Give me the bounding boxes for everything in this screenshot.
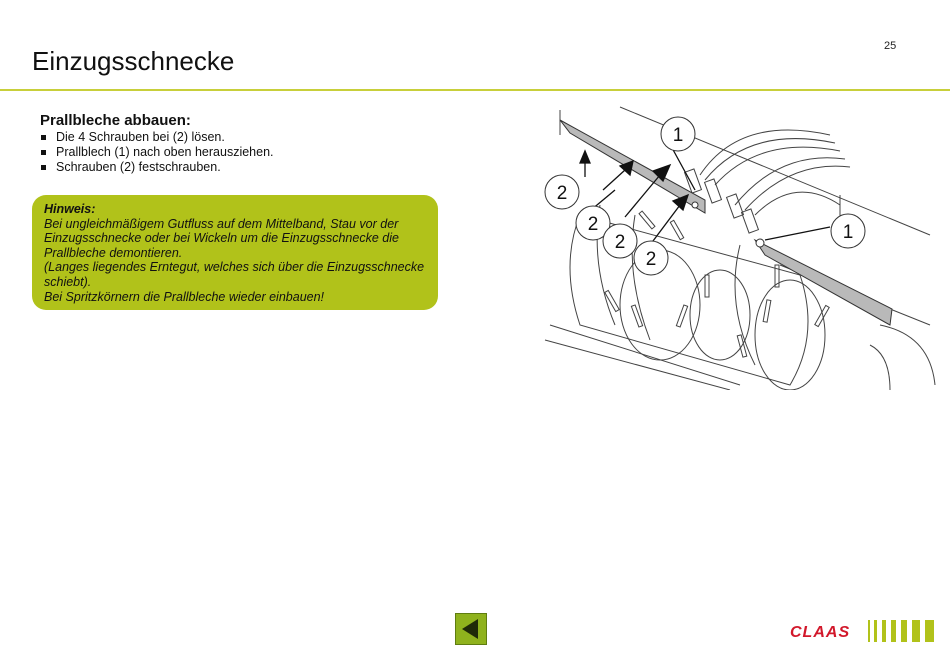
- step-list: [40, 130, 274, 175]
- note-box: [32, 195, 438, 310]
- callout-1-right: 1: [842, 222, 854, 243]
- callout-1-top: 1: [672, 125, 684, 146]
- note-line: Prallbleche demontieren.: [44, 245, 183, 260]
- page-title: Einzugsschnecke: [32, 46, 235, 76]
- callout-2-b: 2: [587, 214, 599, 235]
- page-number: 25: [884, 40, 897, 52]
- svg-text:CLAAS: CLAAS: [790, 624, 851, 641]
- claas-logo: [788, 618, 938, 644]
- section-heading: Prallbleche abbauen:: [40, 112, 191, 129]
- callout-2-d: 2: [645, 249, 657, 270]
- back-button[interactable]: [455, 613, 487, 645]
- step-item: Prallblech (1) nach oben herausziehen.: [40, 145, 274, 160]
- auger-illustration: [540, 95, 940, 390]
- note-line: (Langes liegendes Erntegut, welches sich über die Einzugsschnecke: [44, 260, 425, 275]
- step-item: Schrauben (2) festschrauben.: [40, 160, 274, 175]
- note-line: Bei ungleichmäßigem Gutfluss auf dem Mittelband, Stau vor der: [44, 216, 399, 231]
- triangle-left-icon: [456, 614, 486, 644]
- callout-2-a: 2: [556, 183, 568, 204]
- step-item: Die 4 Schrauben bei (2) lösen.: [40, 130, 274, 145]
- title-divider: [0, 89, 950, 91]
- callout-2-c: 2: [614, 232, 626, 253]
- note-line: Einzugsschnecke oder bei Wickeln um die Einzugsschnecke die: [44, 231, 399, 246]
- note-line: schiebt).: [44, 274, 92, 289]
- note-line: Bei Spritzkörnern die Prallbleche wieder einbauen!: [44, 289, 325, 304]
- note-heading: Hinweis:: [44, 202, 96, 216]
